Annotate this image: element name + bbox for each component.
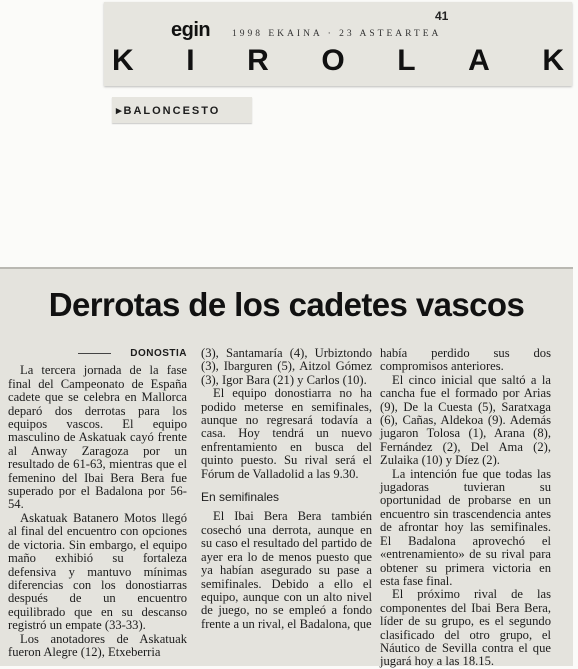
section-letter: I	[186, 44, 195, 77]
article-paragraph: Los anotadores de Askatuak fueron Alegre (12), Etxeberria	[8, 631, 187, 659]
article-headline: Derrotas de los cadetes vascos	[48, 286, 525, 323]
newspaper-logo: egin	[171, 19, 211, 41]
article-column-3	[380, 347, 551, 669]
section-letter: O	[321, 44, 345, 77]
section-letter: L	[397, 44, 416, 77]
article-paragraph: El próximo rival de las componentes del Ibai Bera Bera, líder de su grupo, es el segundo clasificado del otro grupo, el Náutico de Sevilla contra el que jugará hoy a las 18.15.	[380, 587, 551, 669]
article-byline: DONOSTIA	[8, 347, 187, 360]
page-number: 41	[435, 9, 449, 23]
article-subhead: En semifinales	[201, 490, 280, 505]
article-paragraph: La tercera jornada de la fase final del Campeonato de España cadete que se celebra en Mallorca deparó dos derrotas para los equipos vascos. El equipo masculino de Askatuak cayó frente al Anway Zaragoza por un resultado de 61-63, mientras que el femenino del Ibai Bera Bera fue superado por el Badalona por 56-54.	[8, 363, 187, 512]
article-paragraph: La intención fue que todas las jugadoras tuvieran su oportunidad de probarse en un encuentro sin trascendencia antes de afrontar hoy las semifinales. El Badalona aprovechó el «entrenamiento» de su rival para obtener su primera victoria en esta fase final.	[380, 466, 551, 588]
article-column-2	[201, 347, 372, 631]
section-letter: K	[542, 44, 564, 77]
article-column-1	[8, 347, 187, 659]
article-paragraph: había perdido sus dos compromisos anteriores.	[380, 346, 551, 374]
article-paragraph: El cinco inicial que saltó a la cancha fue el formado por Arias (9), De la Cuesta (5), Saratxaga (6), Cañas, Aldekoa (9). Además jugaron Tolosa (1), Arana (8), Fernández (2), Del Ama (2), Zulaika (10) y Díez (2).	[380, 372, 551, 468]
article	[0, 267, 573, 669]
article-paragraph: (3), Santamaría (4), Urbiztondo (3), Ibarguren (5), Aitzol Gómez (3), Igor Bara (21) y Carlos (10).	[201, 346, 372, 387]
section-letter: R	[247, 44, 269, 77]
category-tag: ▸BALONCESTO	[112, 97, 252, 123]
section-letter: A	[468, 44, 490, 77]
publication-date: 1998 EKAINA · 23 ASTEARTEA	[232, 29, 442, 39]
article-paragraph: El Ibai Bera Bera también cosechó una derrota, aunque en su caso el resultado del partido de ayer era lo de menos puesto que ya habían asegurado su pase a semifinales. Debido a ello el equipo, aunque con un alto nivel de juego, no se empleó a fondo frente a un rival, el Badalona, que	[201, 509, 372, 631]
newspaper-masthead	[104, 2, 572, 86]
section-title	[104, 40, 572, 82]
section-letter: K	[112, 44, 134, 77]
article-paragraph: Askatuak Batanero Motos llegó al final del encuentro con opciones de victoria. Sin embargo, el equipo maño exhibió su fortaleza defensiva y mantuvo mínimas diferencias con los donostiarras después de un encuentro equilibrado que en su descanso registró un empate (33-33).	[8, 510, 187, 633]
article-paragraph: El equipo donostiarra no ha podido meterse en semifinales, aunque no regresará todavía a casa. Hoy tendrá un nuevo enfrentamiento en busca del quinto puesto. Su rival será el Fórum de Valladolid a las 9.30.	[201, 386, 372, 481]
